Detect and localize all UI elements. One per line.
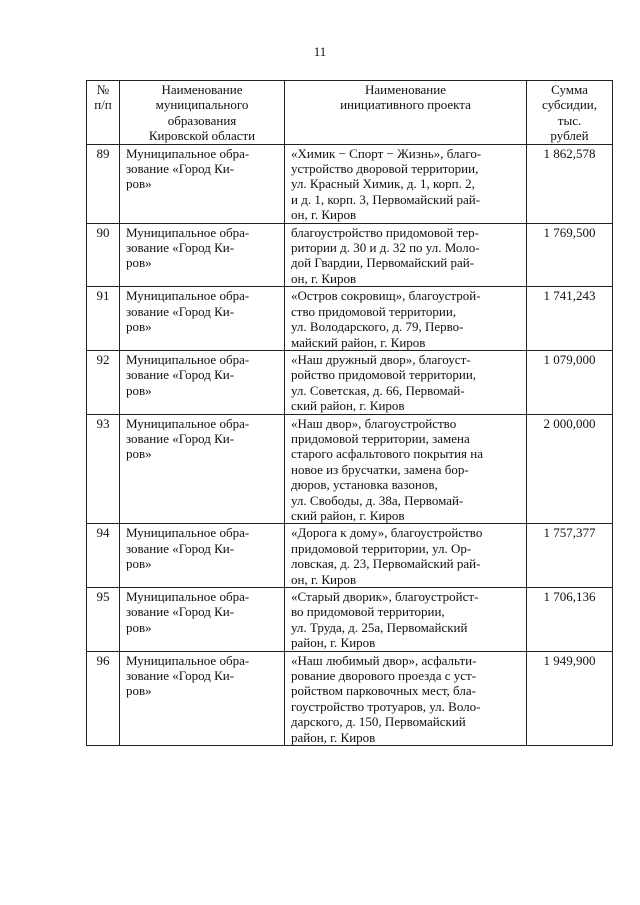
row-amount: 1 862,578 [527, 144, 613, 223]
row-amount: 1 757,377 [527, 524, 613, 588]
row-municipality: Муниципальное обра- зование «Город Ки- ров» [120, 287, 285, 351]
table-row [87, 223, 613, 287]
row-amount: 1 079,000 [527, 350, 613, 414]
table-row [87, 414, 613, 524]
table-row [87, 287, 613, 351]
row-number: 94 [87, 524, 120, 588]
header-municipality: Наименование муниципального образования Кировской области [120, 81, 285, 145]
row-municipality: Муниципальное обра- зование «Город Ки- ров» [120, 350, 285, 414]
table-header-row [87, 81, 613, 145]
row-municipality: Муниципальное обра- зование «Город Ки- ров» [120, 144, 285, 223]
row-number: 92 [87, 350, 120, 414]
row-project: благоустройство придомовой тер- ритории д. 30 и д. 32 по ул. Моло- дой Гвардии, Первомайский рай- он, г. Киров [285, 223, 527, 287]
table-row [87, 144, 613, 223]
row-amount: 1 949,900 [527, 651, 613, 745]
row-amount: 1 769,500 [527, 223, 613, 287]
header-amount: Сумма субсидии, тыс. рублей [527, 81, 613, 145]
table-row [87, 350, 613, 414]
row-project: «Дорога к дому», благоустройство придомовой территории, ул. Ор- ловская, д. 23, Первомайский рай- он, г. Киров [285, 524, 527, 588]
header-project: Наименование инициативного проекта [285, 81, 527, 145]
row-number: 90 [87, 223, 120, 287]
row-municipality: Муниципальное обра- зование «Город Ки- ров» [120, 588, 285, 652]
row-municipality: Муниципальное обра- зование «Город Ки- ров» [120, 651, 285, 745]
row-number: 96 [87, 651, 120, 745]
row-project: «Остров сокровищ», благоустрой- ство придомовой территории, ул. Володарского, д. 79, Перво- майский район, г. Киров [285, 287, 527, 351]
row-project: «Наш любимый двор», асфальти- рование дворового проезда с уст- ройством парковочных мест, бла- гоустройство тротуаров, ул. Воло- дарского, д. 150, Первомайский район, г. Киров [285, 651, 527, 745]
row-number: 93 [87, 414, 120, 524]
row-amount: 1 741,243 [527, 287, 613, 351]
page-number: 11 [313, 44, 327, 59]
row-amount: 2 000,000 [527, 414, 613, 524]
table-row [87, 588, 613, 652]
row-amount: 1 706,136 [527, 588, 613, 652]
row-municipality: Муниципальное обра- зование «Город Ки- ров» [120, 414, 285, 524]
table-row [87, 651, 613, 745]
row-project: «Наш дружный двор», благоуст- ройство придомовой территории, ул. Советская, д. 66, Первомай- ский район, г. Киров [285, 350, 527, 414]
subsidy-table [86, 80, 613, 746]
row-number: 89 [87, 144, 120, 223]
row-municipality: Муниципальное обра- зование «Город Ки- ров» [120, 524, 285, 588]
table-row [87, 524, 613, 588]
header-number: № п/п [87, 81, 120, 145]
row-project: «Наш двор», благоустройство придомовой территории, замена старого асфальтового покрытия на новое из брусчатки, замена бор- дюров, установка вазонов, ул. Свободы, д. 38а, Первомай- ский район, г. Киров [285, 414, 527, 524]
row-project: «Химик − Спорт − Жизнь», благо- устройство дворовой территории, ул. Красный Химик, д. 1, корп. 2, и д. 1, корп. 3, Первомайский рай- он, г. Киров [285, 144, 527, 223]
row-number: 95 [87, 588, 120, 652]
row-project: «Старый дворик», благоустройст- во придомовой территории, ул. Труда, д. 25а, Первомайский район, г. Киров [285, 588, 527, 652]
row-number: 91 [87, 287, 120, 351]
row-municipality: Муниципальное обра- зование «Город Ки- ров» [120, 223, 285, 287]
